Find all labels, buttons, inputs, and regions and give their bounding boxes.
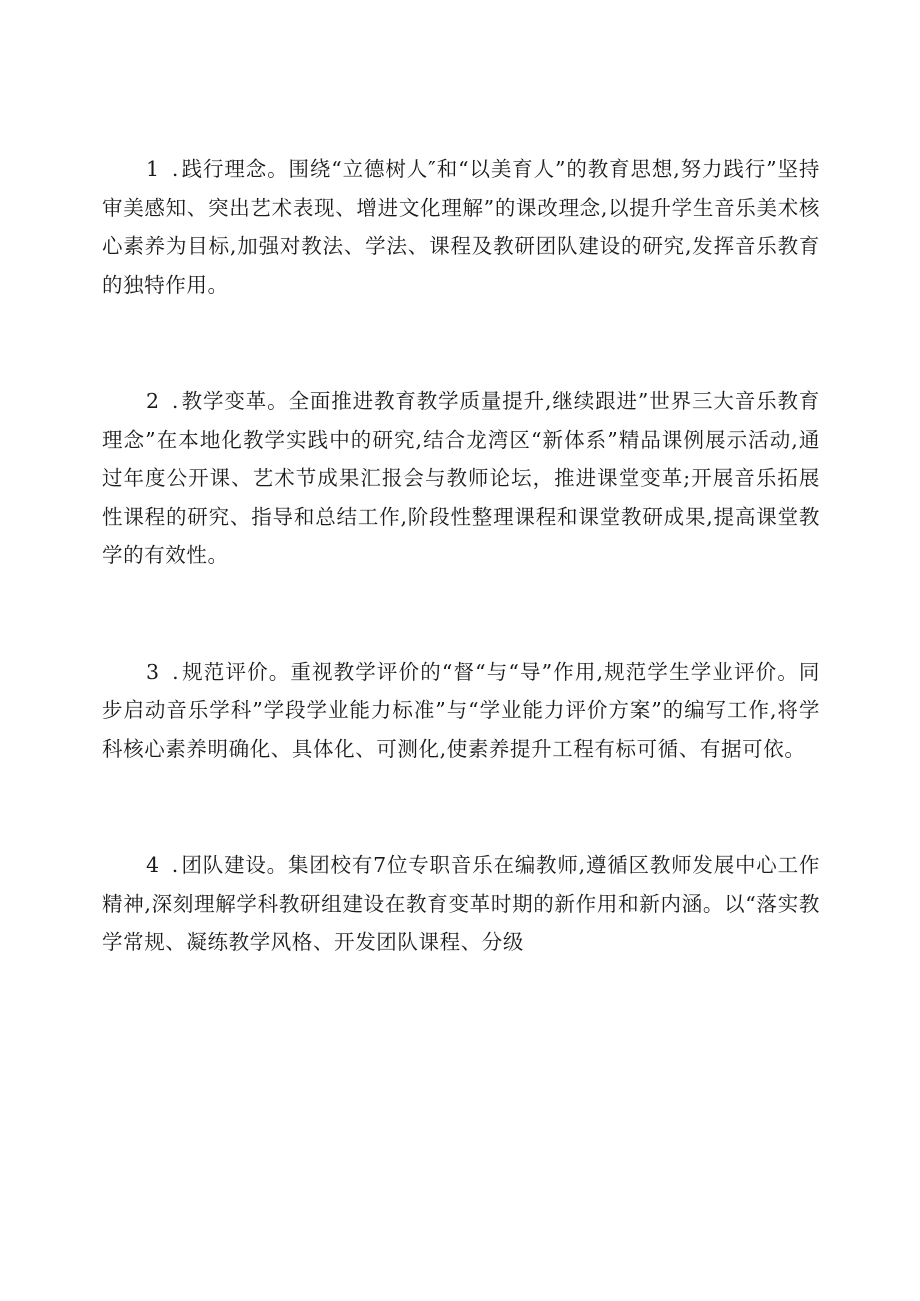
paragraph-text: 规范评价。重视教学评价的“督“与“导”作用,规范学生学业评价。同步启动音乐学科”学段学业能力标准”与“学业能力评价方案”的编写工作,将学科核心素养明确化、具体化、可测化,使素养提升工程有标可循、有据可依。 bbox=[102, 659, 821, 761]
paragraph-1 bbox=[102, 150, 820, 304]
paragraph-number: 4 . bbox=[146, 853, 182, 877]
paragraph-3 bbox=[102, 653, 820, 769]
paragraph-text: 教学变革。全面推进教育教学质量提升,继续跟进”世界三大音乐教育理念”在本地化教学实践中的研究,结合龙湾区“新体系”精品课例展示活动,通过年度公开课、艺术节成果汇报会与教师论坛，推进课堂变革;开展音乐拓展性课程的研究、指导和总结工作,阶段性整理课程和课堂教研成果,提高课堂教学的有效性。 bbox=[102, 389, 820, 567]
paragraph-number: 3 . bbox=[146, 659, 182, 684]
paragraph-number: 1 . bbox=[146, 157, 182, 181]
paragraph-2 bbox=[102, 382, 820, 575]
paragraph-text: 团队建设。集团校有7位专职音乐在编教师,遵循区教师发展中心工作精神,深刻理解学科教研组建设在教育变革时期的新作用和新内涵。以“落实教学常规、凝练教学风格、开发团队课程、分级 bbox=[102, 853, 820, 954]
paragraph-number: 2 . bbox=[146, 389, 182, 413]
paragraph-text: 践行理念。围绕“立德树人″和“以美育人”的教育思想,努力践行”坚持审美感知、突出艺术表现、增进文化理解”的课改理念,以提升学生音乐美术核心素养为目标,加强对教法、学法、课程及教研团队建设的研究,发挥音乐教育的独特作用。 bbox=[102, 157, 820, 297]
paragraph-4 bbox=[102, 846, 820, 962]
